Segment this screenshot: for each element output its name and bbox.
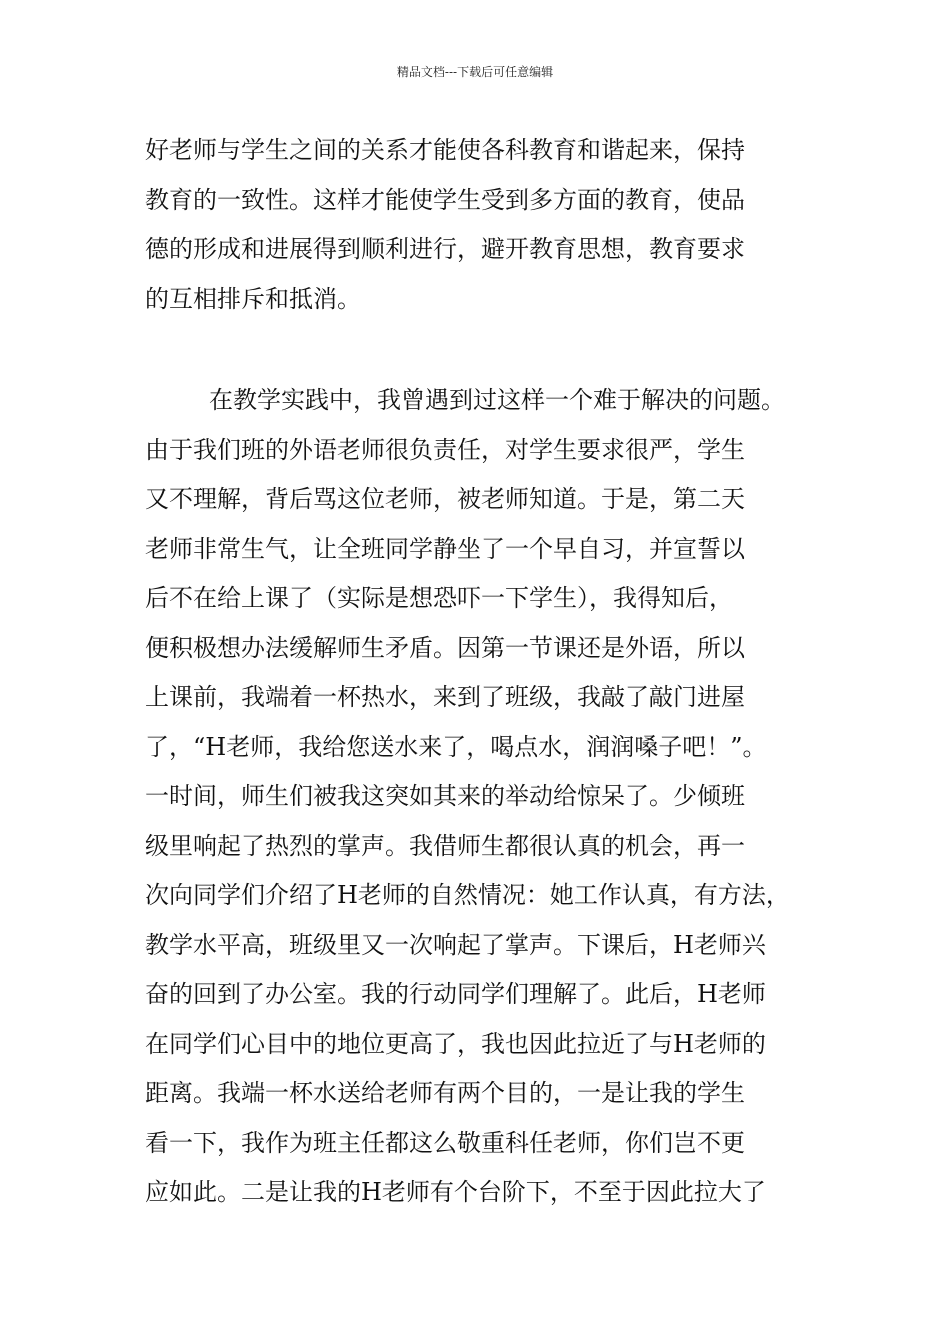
text-line: 距离。我端一杯水送给老师有两个目的，一是让我的学生 (145, 1079, 745, 1107)
text-line: 的互相排斥和抵消。 (145, 284, 361, 313)
page-header: 精品文档---下载后可任意编辑 (396, 65, 554, 79)
text-line: 应如此。二是让我的H老师有个台阶下，不至于因此拉大了 (145, 1178, 766, 1206)
text-line: 又不理解，背后骂这位老师，被老师知道。于是，第二天 (145, 485, 745, 513)
text-line: 上课前，我端着一杯热水，来到了班级，我敲了敲门进屋 (145, 683, 745, 711)
paragraph-1 (145, 126, 810, 324)
text-line: 次向同学们介绍了H老师的自然情况：她工作认真，有方法， (145, 881, 790, 909)
text-line: 奋的回到了办公室。我的行动同学们理解了。此后，H老师 (145, 980, 766, 1008)
text-line-indented: 在教学实践中，我曾遇到过这样一个难于解决的问题。 (209, 386, 785, 414)
text-line: 老师非常生气，让全班同学静坐了一个早自习，并宣誓以 (145, 534, 745, 563)
text-line: 在同学们心目中的地位更高了，我也因此拉近了与H老师的 (145, 1029, 766, 1058)
text-line: 教育的一致性。这样才能使学生受到多方面的教育，使品 (145, 185, 745, 214)
text-line: 好老师与学生之间的关系才能使各科教育和谐起来，保持 (145, 136, 745, 164)
text-line: 便积极想办法缓解师生矛盾。因第一节课还是外语，所以 (145, 633, 745, 662)
text-line: 一时间，师生们被我这突如其来的举动给惊呆了。少倾班 (145, 782, 745, 810)
text-line: 德的形成和进展得到顺利进行，避开教育思想，教育要求 (145, 235, 745, 263)
text-line: 级里响起了热烈的掌声。我借师生都很认真的机会，再一 (145, 831, 745, 860)
text-line: 由于我们班的外语老师很负责任，对学生要求很严，学生 (145, 435, 745, 464)
text-line: 后不在给上课了（实际是想恐吓一下学生），我得知后， (145, 584, 733, 612)
text-line: 教学水平高，班级里又一次响起了掌声。下课后，H老师兴 (145, 930, 766, 959)
text-line: 看一下，我作为班主任都这么敬重科任老师，你们岂不更 (145, 1128, 745, 1157)
paragraph-2 (145, 376, 810, 1218)
text-line: 了，“H老师，我给您送水来了，喝点水，润润嗓子吧！”。 (145, 732, 767, 761)
